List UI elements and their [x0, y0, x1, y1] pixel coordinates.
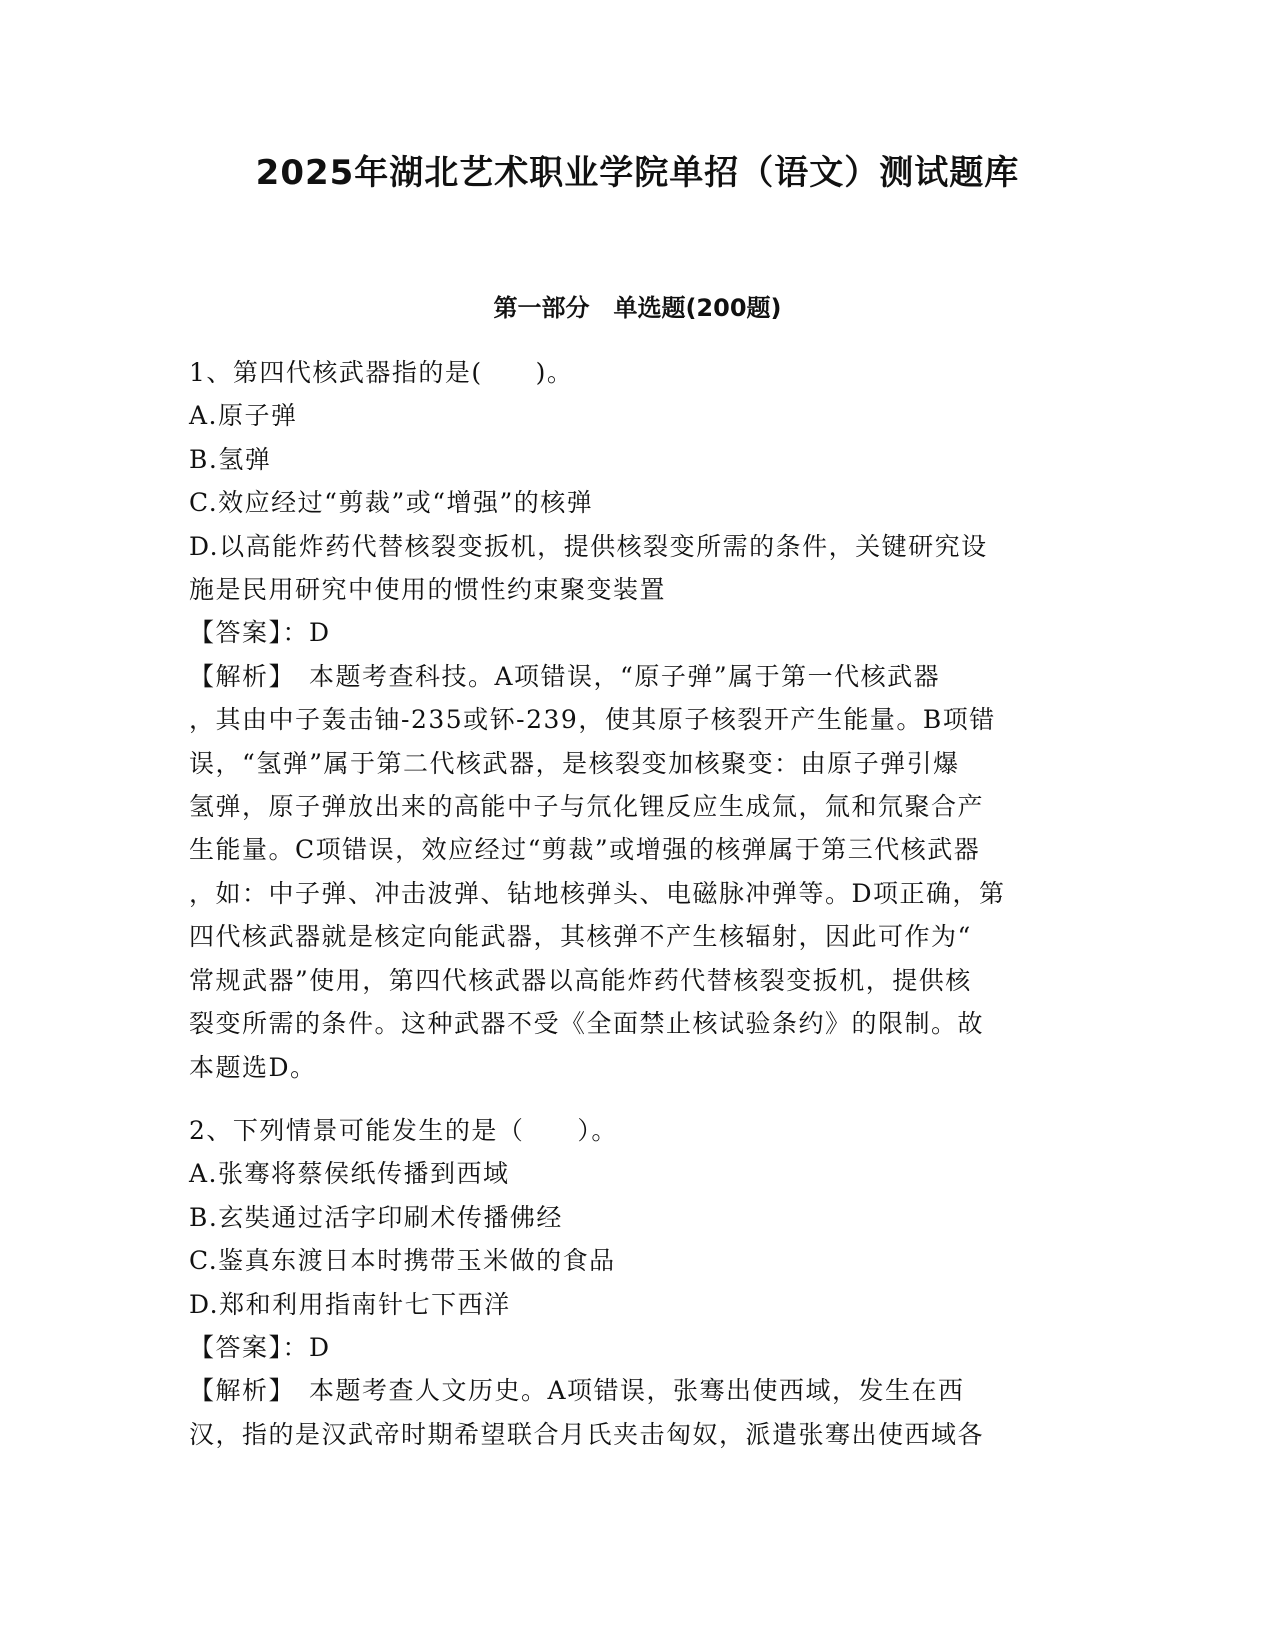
answer-value: D [309, 618, 331, 648]
answer-value: D [309, 1333, 331, 1363]
explanation-line: ，其由中子轰击铀-235或钚-239，使其原子核裂开产生能量。B项错 [189, 705, 996, 735]
explanation-line: 常规武器”使用，第四代核武器以高能炸药代替核裂变扳机，提供核 [189, 965, 972, 995]
question-stem: 2、下列情景可能发生的是（ ）。 [189, 1116, 618, 1145]
explanation-line: ，如：中子弹、冲击波弹、钻地核弹头、电磁脉冲弹等。D项正确，第 [189, 878, 1006, 908]
explanation [189, 655, 1089, 1089]
option-b: B.氢弹 [189, 444, 272, 474]
option-d: D.郑和利用指南针七下西洋 [189, 1289, 511, 1319]
explanation-line: 四代核武器就是核定向能武器，其核弹不产生核辐射，因此可作为“ [189, 922, 972, 952]
question-2 [189, 1109, 1089, 1456]
answer-line [189, 611, 1089, 654]
explanation-line: 生能量。C项错误，效应经过“剪裁”或增强的核弹属于第三代核武器 [189, 835, 981, 865]
option-a: A.原子弹 [189, 401, 298, 431]
answer-label: 【答案】： [189, 618, 310, 648]
question-1 [189, 351, 1089, 1089]
explanation [189, 1369, 1089, 1456]
option-c: C.效应经过“剪裁”或“增强”的核弹 [189, 488, 594, 518]
option-c: C.鉴真东渡日本时携带玉米做的食品 [189, 1246, 616, 1276]
option-d: D.以高能炸药代替核裂变扳机，提供核裂变所需的条件，关键研究设 [189, 531, 988, 561]
option-d-continued: 施是民用研究中使用的惯性约束聚变装置 [189, 575, 667, 605]
explanation-line: 氢弹，原子弹放出来的高能中子与氘化锂反应生成氚，氚和氘聚合产 [189, 792, 985, 822]
document-title: 2025年湖北艺术职业学院单招（语文）测试题库 [255, 153, 1020, 193]
option-a: A.张骞将蔡侯纸传播到西域 [189, 1159, 510, 1189]
answer-line [189, 1326, 1089, 1369]
explanation-line: 【解析】 本题考查科技。A项错误，“原子弹”属于第一代核武器 [189, 661, 941, 691]
question-stem: 1、第四代核武器指的是( )。 [189, 358, 574, 387]
explanation-line: 汉，指的是汉武帝时期希望联合月氏夹击匈奴，派遣张骞出使西域各 [189, 1419, 985, 1449]
explanation-line: 本题选D。 [189, 1052, 317, 1082]
explanation-line: 裂变所需的条件。这种武器不受《全面禁止核试验条约》的限制。故 [189, 1009, 985, 1039]
option-b: B.玄奘通过活字印刷术传播佛经 [189, 1202, 563, 1232]
answer-label: 【答案】： [189, 1333, 310, 1363]
explanation-line: 【解析】 本题考查人文历史。A项错误，张骞出使西域，发生在西 [189, 1376, 965, 1406]
section-heading: 第一部分 单选题(200题) [493, 294, 782, 322]
explanation-line: 误，“氢弹”属于第二代核武器，是核裂变加核聚变：由原子弹引爆 [189, 748, 960, 778]
